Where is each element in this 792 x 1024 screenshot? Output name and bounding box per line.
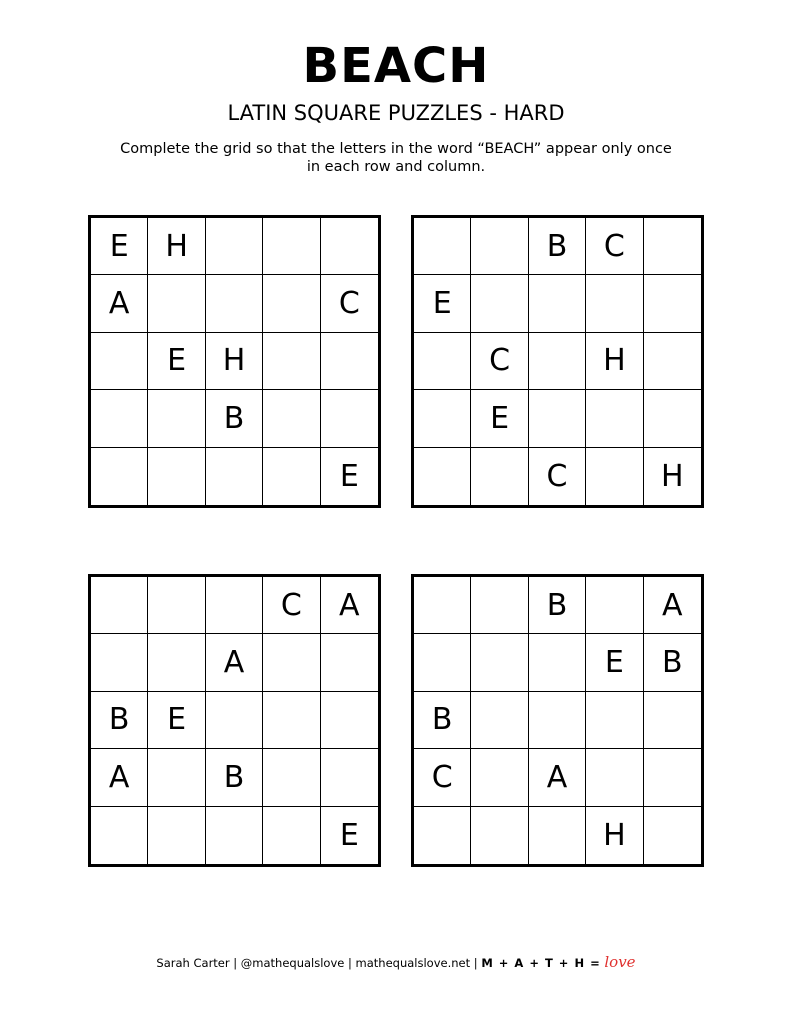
footer-logo-love: love	[604, 953, 636, 971]
grid-cell	[263, 218, 320, 275]
grid-cell	[414, 807, 471, 864]
grid-cell	[321, 749, 378, 806]
grid-cell: C	[263, 577, 320, 634]
grid-cell: A	[321, 577, 378, 634]
footer-website: mathequalslove.net	[355, 956, 471, 970]
footer	[0, 954, 792, 971]
grid-cell: B	[206, 390, 263, 447]
grid-cell: B	[644, 634, 701, 691]
grid-cell	[206, 807, 263, 864]
footer-logo: M + A + T + H =	[481, 956, 601, 970]
grid-cell	[586, 577, 643, 634]
page-title: BEACH	[302, 38, 490, 94]
grid-cell	[529, 333, 586, 390]
grid-cell	[148, 448, 205, 505]
grid-cell	[148, 807, 205, 864]
grid-cell	[321, 634, 378, 691]
grid-cell	[148, 577, 205, 634]
grid-cell	[644, 333, 701, 390]
grid-cell: A	[91, 749, 148, 806]
grid-cell	[148, 390, 205, 447]
grid-cell	[206, 577, 263, 634]
grid-cell	[263, 333, 320, 390]
grid-cell	[471, 577, 528, 634]
footer-separator: |	[473, 956, 478, 970]
grid-cell	[414, 218, 471, 275]
grid-cell	[414, 634, 471, 691]
grid-cell	[91, 333, 148, 390]
footer-handle: @mathequalslove	[240, 956, 345, 970]
grid-cell	[321, 692, 378, 749]
grid-cell	[644, 749, 701, 806]
grid-cell	[263, 275, 320, 332]
grid-cell	[321, 218, 378, 275]
grid-cell	[263, 749, 320, 806]
grid-cell: H	[661, 458, 684, 494]
grid-cell	[91, 390, 148, 447]
grid-cell	[529, 807, 586, 864]
grid-cell: E	[414, 275, 471, 332]
grid-cell	[586, 275, 643, 332]
grid-cell: E	[148, 333, 205, 390]
grid-cell: E	[339, 458, 359, 494]
grid-cell	[529, 390, 586, 447]
puzzle-grid-4	[411, 574, 704, 867]
grid-cell	[414, 333, 471, 390]
instructions-line-1: Complete the grid so that the letters in the word “BEACH” appear only once	[120, 141, 672, 157]
grid-cell: A	[644, 577, 701, 634]
grid-cell: H	[206, 333, 263, 390]
grid-cell: C	[529, 448, 586, 505]
grid-cell	[529, 692, 586, 749]
grid-cell: C	[586, 218, 643, 275]
grid-cell	[321, 333, 378, 390]
grid-cell	[91, 634, 148, 691]
grid-cell	[206, 275, 263, 332]
grid-cell	[263, 448, 320, 505]
grid-cell: H	[148, 218, 205, 275]
grid-cell	[471, 634, 528, 691]
grid-cell: C	[321, 275, 378, 332]
grid-cell	[91, 807, 148, 864]
instructions	[96, 140, 696, 176]
grid-cell	[263, 634, 320, 691]
footer-separator: |	[233, 956, 238, 970]
grid-cell	[586, 448, 643, 505]
grid-cell	[471, 807, 528, 864]
grid-cell	[91, 577, 148, 634]
grid-cell	[644, 218, 701, 275]
grid-cell	[148, 634, 205, 691]
grid-cell: B	[206, 749, 263, 806]
grid-cell	[148, 275, 205, 332]
grid-cell: H	[586, 333, 643, 390]
grid-cell	[206, 218, 263, 275]
puzzle-grid-1	[88, 215, 381, 508]
grid-cell	[586, 749, 643, 806]
grid-cell	[263, 692, 320, 749]
grid-cell	[529, 634, 586, 691]
grid-cell: E	[339, 817, 359, 853]
grid-cell	[414, 390, 471, 447]
grid-cell: A	[91, 275, 148, 332]
puzzle-grid-3	[88, 574, 381, 867]
grid-cell: C	[471, 333, 528, 390]
footer-separator: |	[348, 956, 352, 970]
grid-cell	[263, 807, 320, 864]
grid-cell	[263, 390, 320, 447]
grid-cell	[471, 275, 528, 332]
footer-author: Sarah Carter	[156, 956, 230, 970]
grid-cell	[148, 749, 205, 806]
grid-cell: B	[529, 577, 586, 634]
grid-cell: A	[529, 749, 586, 806]
grid-cell	[529, 275, 586, 332]
grid-cell	[471, 448, 528, 505]
grid-cell: A	[206, 634, 263, 691]
grid-cell	[414, 448, 471, 505]
grid-cell	[644, 275, 701, 332]
grid-cell	[471, 218, 528, 275]
grid-cell: B	[414, 692, 471, 749]
grid-cell	[644, 692, 701, 749]
grid-cell	[644, 807, 701, 864]
grid-cell	[206, 448, 263, 505]
grid-cell	[91, 448, 148, 505]
grid-cell	[586, 390, 643, 447]
grid-cell	[471, 692, 528, 749]
grid-cell: B	[91, 692, 148, 749]
grid-cell: E	[148, 692, 205, 749]
grid-cell: H	[586, 807, 643, 864]
grid-cell	[206, 692, 263, 749]
puzzle-grid-2	[411, 215, 704, 508]
grid-cell	[586, 692, 643, 749]
instructions-line-2: in each row and column.	[306, 159, 486, 175]
grid-cell: E	[471, 390, 528, 447]
grid-cell: E	[91, 218, 148, 275]
grid-cell: E	[586, 634, 643, 691]
page-subtitle: LATIN SQUARE PUZZLES - HARD	[227, 101, 565, 125]
grid-cell: B	[529, 218, 586, 275]
grid-cell	[414, 577, 471, 634]
grid-cell: C	[414, 749, 471, 806]
grid-cell	[471, 749, 528, 806]
grid-cell	[321, 390, 378, 447]
grid-cell	[644, 390, 701, 447]
